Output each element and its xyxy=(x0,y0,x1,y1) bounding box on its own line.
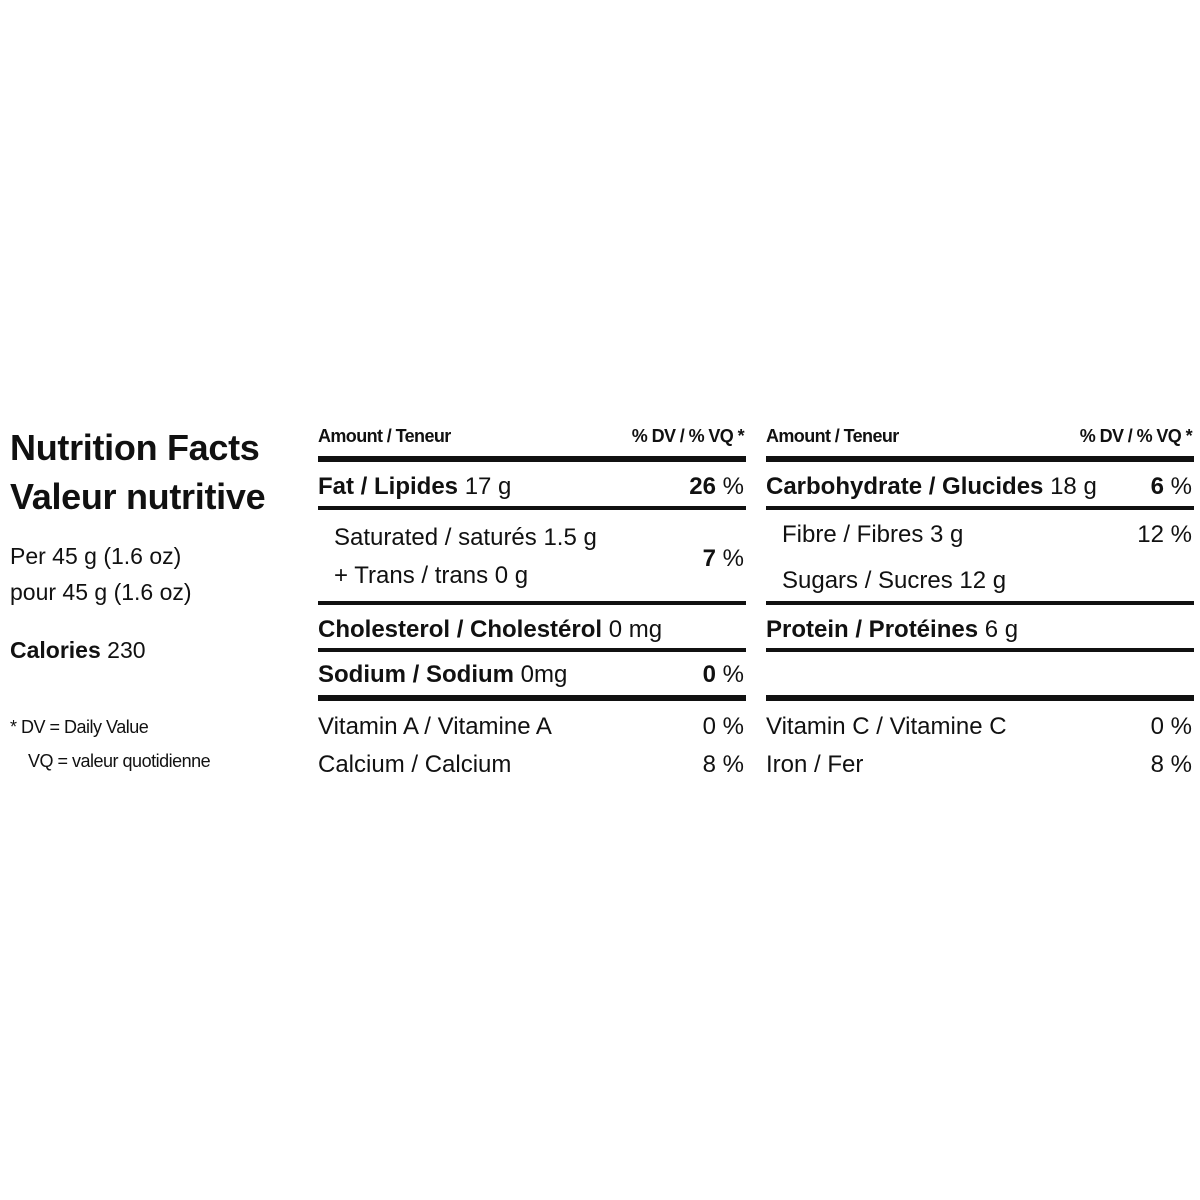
protein-label: Protein / Protéines xyxy=(766,616,979,643)
vitamin-c-pct: 0 % xyxy=(1150,713,1192,740)
calories-label: Calories xyxy=(10,637,101,663)
carb-pct-sign: % xyxy=(1163,473,1192,500)
sugars-label: Sugars / Sucres 12 g xyxy=(782,567,1007,594)
iron-label: Iron / Fer xyxy=(766,751,864,778)
header-amount: Amount / Teneur xyxy=(766,426,899,446)
row-iron xyxy=(766,750,1194,780)
row-sodium xyxy=(318,660,746,690)
trans-label: + Trans / trans 0 g xyxy=(334,562,529,589)
calories-line xyxy=(10,635,146,665)
divider xyxy=(318,601,746,605)
sat-trans-pct-number: 7 xyxy=(702,545,716,572)
title-english: Nutrition Facts xyxy=(10,427,260,468)
row-saturated xyxy=(318,523,746,553)
header-daily-value: % DV / % VQ * xyxy=(1079,426,1192,446)
footnote-daily-value: * DV = Daily Value xyxy=(10,717,149,737)
fibre-pct: 12 % xyxy=(1137,521,1192,548)
row-carbohydrate xyxy=(766,472,1194,502)
footnote-valeur-quotidienne: VQ = valeur quotidienne xyxy=(28,751,211,771)
divider xyxy=(318,506,746,510)
carb-amount: 18 g xyxy=(1050,473,1097,500)
divider xyxy=(766,648,1194,652)
calcium-label: Calcium / Calcium xyxy=(318,751,512,778)
sodium-pct-sign: % xyxy=(715,661,744,688)
iron-pct: 8 % xyxy=(1150,751,1192,778)
carb-pct-number: 6 xyxy=(1150,473,1164,500)
thick-divider xyxy=(766,695,1194,701)
cholesterol-amount: 0 mg xyxy=(608,616,663,643)
thick-divider xyxy=(766,456,1194,462)
vitamin-a-pct: 0 % xyxy=(702,713,744,740)
header-amount: Amount / Teneur xyxy=(318,426,451,446)
table-header xyxy=(318,426,746,450)
fibre-label: Fibre / Fibres 3 g xyxy=(782,521,964,548)
calories-value: 230 xyxy=(107,637,146,663)
thick-divider xyxy=(318,456,746,462)
fat-label: Fat / Lipides xyxy=(318,473,459,500)
sodium-pct-number: 0 xyxy=(702,661,716,688)
fat-amount: 17 g xyxy=(464,473,512,500)
divider xyxy=(318,648,746,652)
divider xyxy=(766,506,1194,510)
row-vitamin-c xyxy=(766,712,1194,742)
cholesterol-label: Cholesterol / Cholestérol xyxy=(318,616,603,643)
row-calcium xyxy=(318,750,746,780)
row-protein xyxy=(766,615,1194,645)
carb-label: Carbohydrate / Glucides xyxy=(766,473,1044,500)
row-sugars xyxy=(766,566,1194,596)
serving-size-english: Per 45 g (1.6 oz) xyxy=(10,543,182,569)
row-fibre xyxy=(766,520,1194,550)
fat-pct-sign: % xyxy=(715,473,744,500)
row-cholesterol xyxy=(318,615,746,645)
title-french: Valeur nutritive xyxy=(10,476,266,517)
serving-size-french: pour 45 g (1.6 oz) xyxy=(10,579,192,605)
sat-trans-pct-sign: % xyxy=(715,545,744,572)
calcium-pct: 8 % xyxy=(702,751,744,778)
thick-divider xyxy=(318,695,746,701)
vitamin-a-label: Vitamin A / Vitamine A xyxy=(318,713,552,740)
row-trans xyxy=(318,561,746,591)
protein-amount: 6 g xyxy=(984,616,1019,643)
saturated-label: Saturated / saturés 1.5 g xyxy=(334,524,597,551)
row-vitamin-a xyxy=(318,712,746,742)
row-fat xyxy=(318,472,746,502)
vitamin-c-label: Vitamin C / Vitamine C xyxy=(766,713,1007,740)
fat-pct-number: 26 xyxy=(689,473,716,500)
header-daily-value: % DV / % VQ * xyxy=(631,426,744,446)
sodium-amount: 0mg xyxy=(520,661,568,688)
divider xyxy=(766,601,1194,605)
table-header xyxy=(766,426,1194,450)
sodium-label: Sodium / Sodium xyxy=(318,661,514,688)
